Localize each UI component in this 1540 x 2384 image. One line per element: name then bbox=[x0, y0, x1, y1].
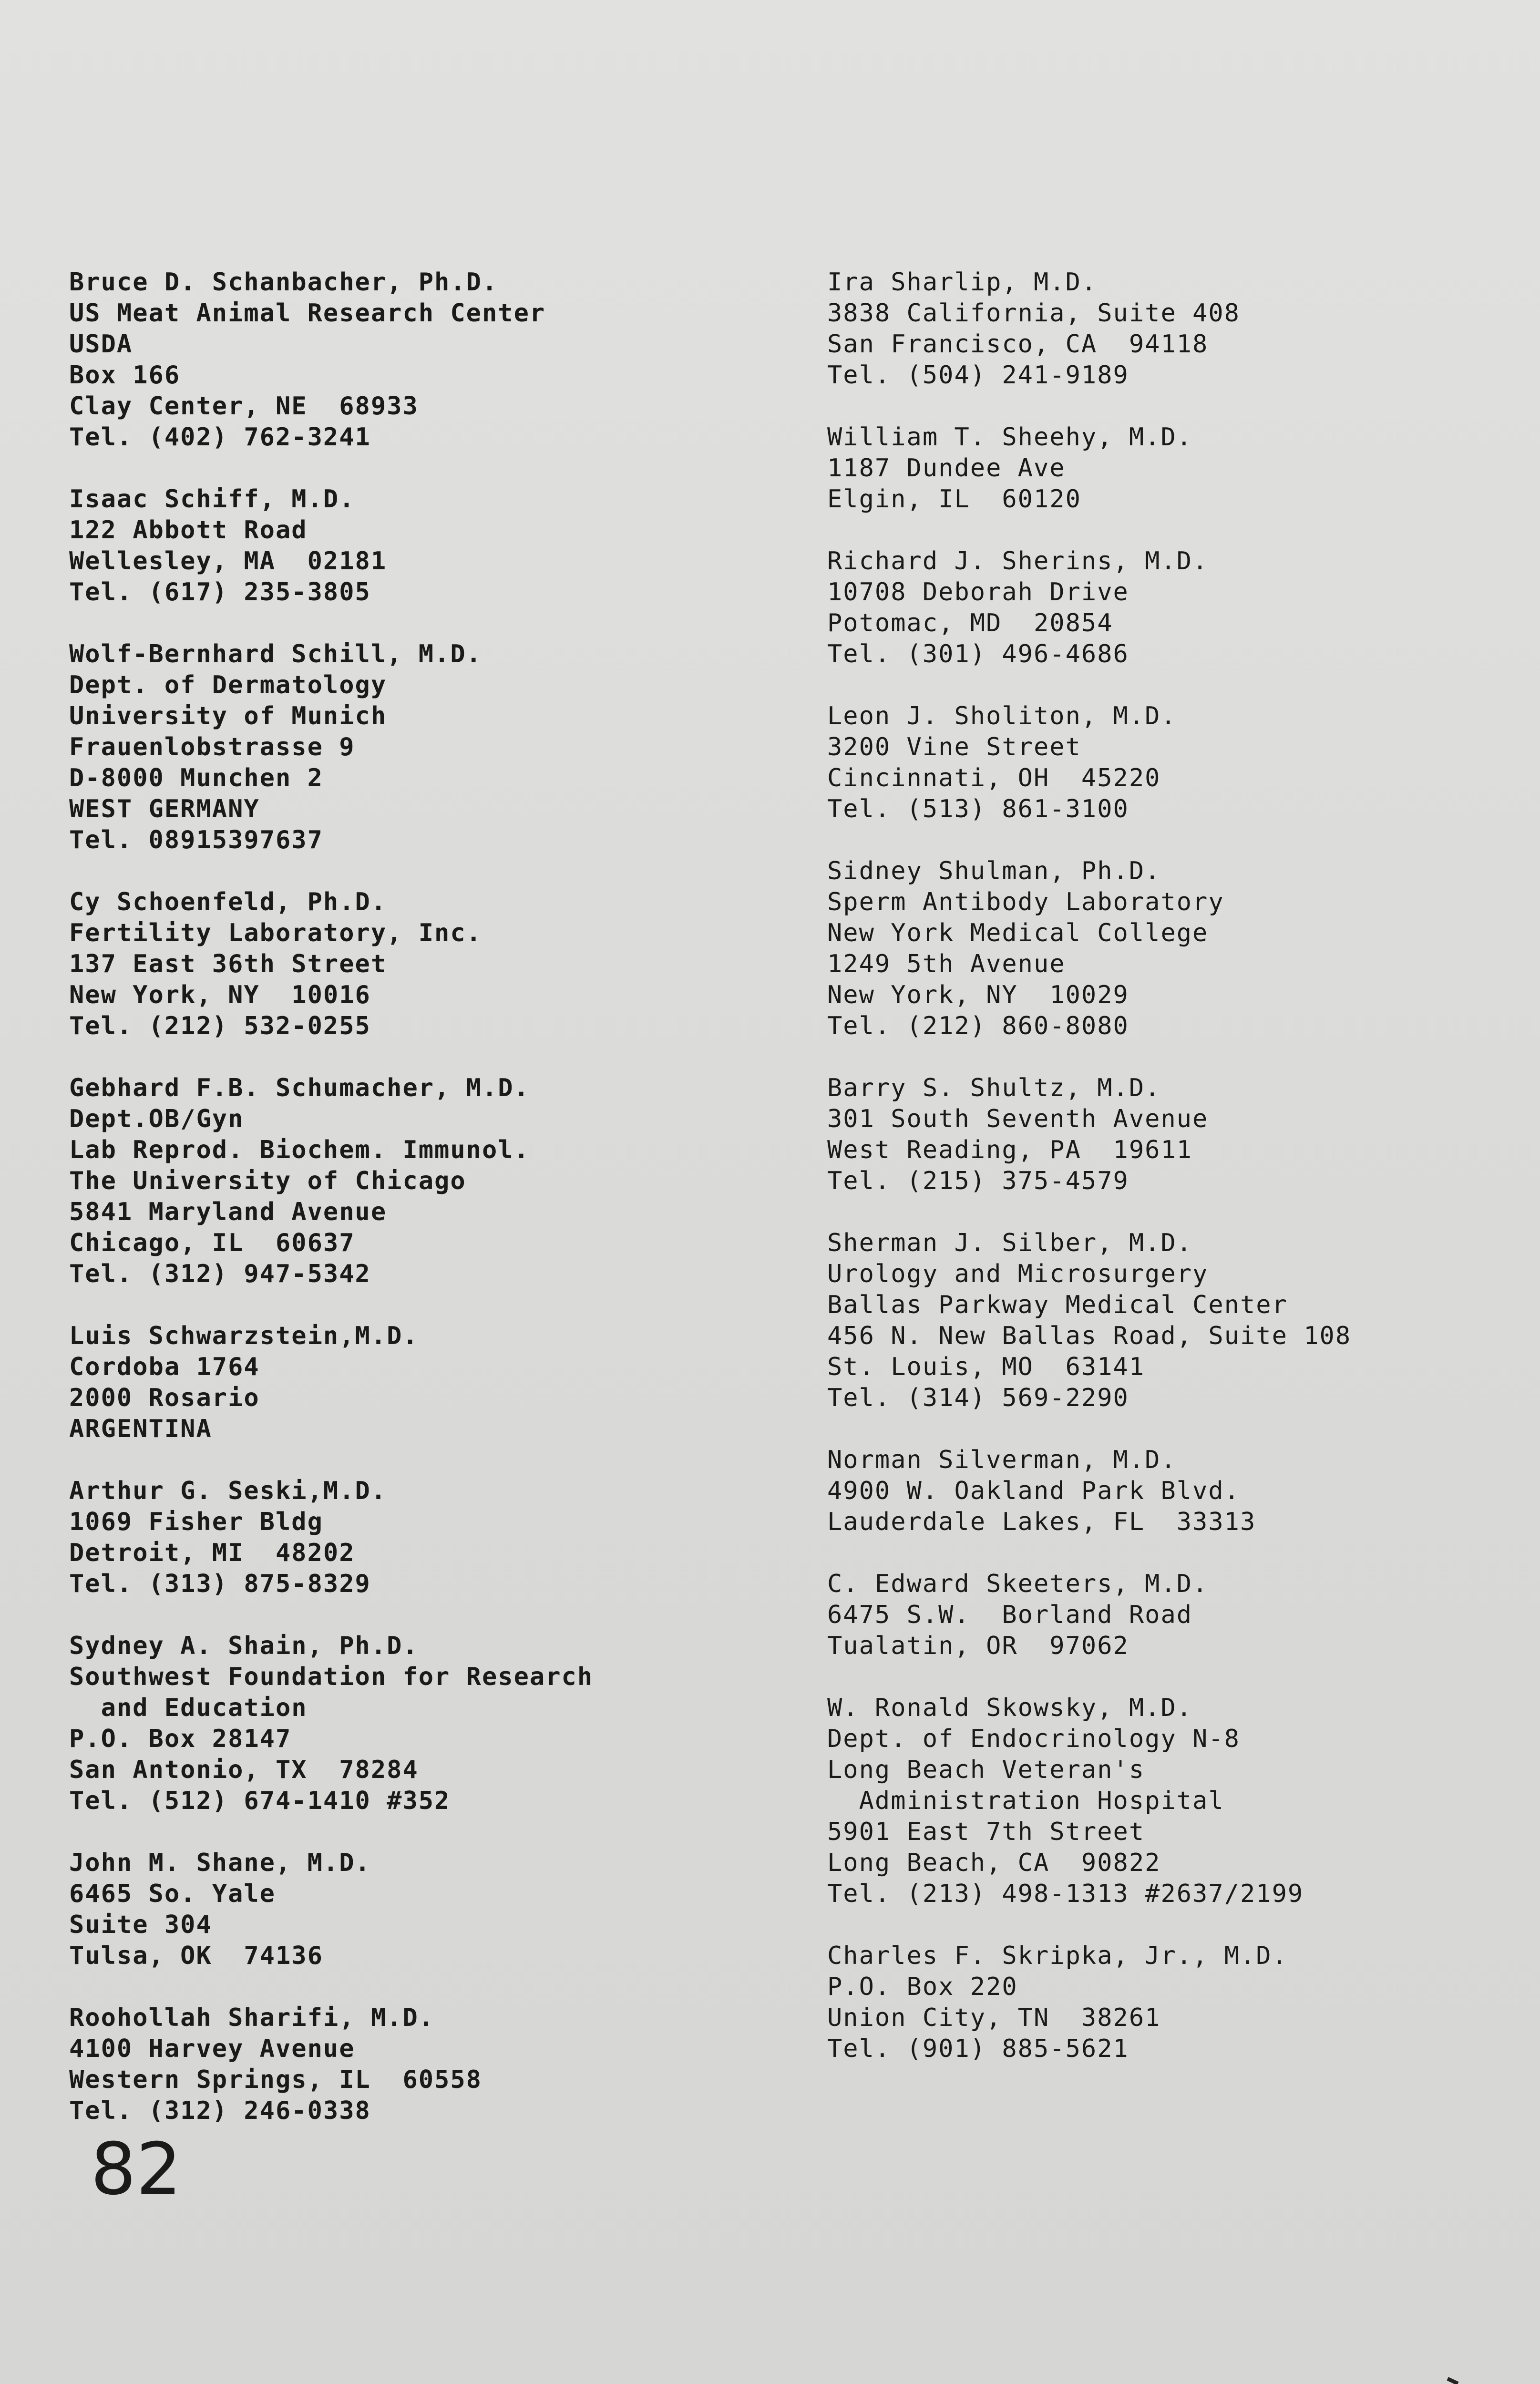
entry-line: Southwest Foundation for Research bbox=[69, 1663, 594, 1691]
entry-line: Tel. (212) 860-8080 bbox=[827, 1012, 1129, 1040]
entry-line: Union City, TN 38261 bbox=[827, 2004, 1161, 2032]
entry-line: P.O. Box 28147 bbox=[69, 1725, 292, 1753]
entry-line: Ira Sharlip, M.D. bbox=[827, 268, 1098, 297]
entry-line: William T. Sheehy, M.D. bbox=[827, 423, 1193, 452]
entry-line: Long Beach, CA 90822 bbox=[827, 1849, 1161, 1877]
entry-line: Tel. (402) 762-3241 bbox=[69, 423, 371, 452]
entry-line: San Antonio, TX 78284 bbox=[69, 1756, 419, 1784]
entry-line: John M. Shane, M.D. bbox=[69, 1849, 371, 1877]
entry-line: Western Springs, IL 60558 bbox=[69, 2065, 482, 2094]
entry-line: Long Beach Veteran's bbox=[827, 1756, 1145, 1784]
entry-line: Chicago, IL 60637 bbox=[69, 1229, 355, 1257]
entry-line: Tel. (213) 498-1313 #2637/2199 bbox=[827, 1880, 1304, 1908]
entry-line: 6465 So. Yale bbox=[69, 1880, 276, 1908]
entry-line: Tel. (314) 569-2290 bbox=[827, 1384, 1129, 1412]
entry-line: Sydney A. Shain, Ph.D. bbox=[69, 1632, 419, 1660]
page-number: 82 bbox=[91, 2128, 182, 2211]
entry-line: Suite 304 bbox=[69, 1911, 212, 1939]
entry-line: Tel. (513) 861-3100 bbox=[827, 795, 1129, 823]
directory-entry bbox=[827, 1569, 1523, 1662]
entry-line: 456 N. New Ballas Road, Suite 108 bbox=[827, 1322, 1352, 1350]
directory-entry bbox=[827, 267, 1523, 391]
entry-line: Urology and Microsurgery bbox=[827, 1260, 1209, 1288]
entry-line: Tulsa, OK 74136 bbox=[69, 1942, 323, 1970]
entry-line: Sidney Shulman, Ph.D. bbox=[827, 857, 1161, 885]
entry-line: Tel. (215) 375-4579 bbox=[827, 1167, 1129, 1195]
entry-line: Tel. (504) 241-9189 bbox=[827, 361, 1129, 390]
right-column bbox=[827, 267, 1523, 2096]
entry-line: Tualatin, OR 97062 bbox=[827, 1632, 1129, 1660]
entry-line: 5841 Maryland Avenue bbox=[69, 1198, 387, 1226]
entry-line: Tel. (301) 496-4686 bbox=[827, 640, 1129, 668]
entry-line: Gebhard F.B. Schumacher, M.D. bbox=[69, 1074, 530, 1102]
directory-entry bbox=[69, 887, 784, 1042]
directory-entry bbox=[69, 1073, 784, 1290]
entry-line: West Reading, PA 19611 bbox=[827, 1136, 1193, 1164]
entry-line: Tel. (901) 885-5621 bbox=[827, 2035, 1129, 2063]
entry-line: Sperm Antibody Laboratory bbox=[827, 888, 1224, 916]
entry-line: 10708 Deborah Drive bbox=[827, 578, 1129, 606]
entry-line: 301 South Seventh Avenue bbox=[827, 1105, 1209, 1133]
entry-line: Isaac Schiff, M.D. bbox=[69, 485, 355, 514]
entry-line: Administration Hospital bbox=[827, 1787, 1224, 1815]
entry-line: St. Louis, MO 63141 bbox=[827, 1353, 1145, 1381]
entry-line: Ballas Parkway Medical Center bbox=[827, 1291, 1288, 1319]
entry-line: Richard J. Sherins, M.D. bbox=[827, 547, 1209, 575]
directory-entry bbox=[827, 701, 1523, 825]
directory-entry bbox=[827, 1073, 1523, 1197]
entry-line: Charles F. Skripka, Jr., M.D. bbox=[827, 1942, 1288, 1970]
entry-line: Tel. 08915397637 bbox=[69, 826, 323, 854]
entry-line: Norman Silverman, M.D. bbox=[827, 1446, 1177, 1474]
entry-line: 3200 Vine Street bbox=[827, 733, 1081, 761]
entry-line: W. Ronald Skowsky, M.D. bbox=[827, 1694, 1193, 1722]
entry-line: 5901 East 7th Street bbox=[827, 1818, 1145, 1846]
entry-line: New York, NY 10016 bbox=[69, 981, 371, 1009]
directory-entry bbox=[69, 267, 784, 453]
directory-entry bbox=[827, 546, 1523, 670]
directory-entry bbox=[827, 856, 1523, 1042]
entry-line: Wellesley, MA 02181 bbox=[69, 547, 387, 575]
entry-line: Clay Center, NE 68933 bbox=[69, 392, 419, 421]
entry-line: Detroit, MI 48202 bbox=[69, 1539, 355, 1567]
entry-line: Cincinnati, OH 45220 bbox=[827, 764, 1161, 792]
entry-line: USDA bbox=[69, 330, 133, 359]
entry-line: New York, NY 10029 bbox=[827, 981, 1129, 1009]
entry-line: Fertility Laboratory, Inc. bbox=[69, 919, 482, 947]
entry-line: The University of Chicago bbox=[69, 1167, 466, 1195]
entry-line: Elgin, IL 60120 bbox=[827, 485, 1081, 514]
entry-line: Dept. of Endocrinology N-8 bbox=[827, 1725, 1240, 1753]
directory-entry bbox=[69, 1631, 784, 1817]
entry-line: 1249 5th Avenue bbox=[827, 950, 1066, 978]
entry-line: Cordoba 1764 bbox=[69, 1353, 260, 1381]
entry-line: Dept.OB/Gyn bbox=[69, 1105, 244, 1133]
entry-line: Cy Schoenfeld, Ph.D. bbox=[69, 888, 387, 916]
entry-line: Roohollah Sharifi, M.D. bbox=[69, 2004, 435, 2032]
entry-line: WEST GERMANY bbox=[69, 795, 260, 823]
entry-line: Luis Schwarzstein,M.D. bbox=[69, 1322, 419, 1350]
directory-entry bbox=[69, 1476, 784, 1600]
directory-entry bbox=[827, 1941, 1523, 2065]
entry-line: Potomac, MD 20854 bbox=[827, 609, 1113, 637]
entry-line: 3838 California, Suite 408 bbox=[827, 299, 1240, 328]
entry-line: 1187 Dundee Ave bbox=[827, 454, 1066, 483]
entry-line: Arthur G. Seski,M.D. bbox=[69, 1477, 387, 1505]
entry-line: Tel. (312) 947-5342 bbox=[69, 1260, 371, 1288]
entry-line: P.O. Box 220 bbox=[827, 1973, 1018, 2001]
entry-line: Dept. of Dermatology bbox=[69, 671, 387, 699]
directory-entry bbox=[69, 1321, 784, 1445]
entry-line: San Francisco, CA 94118 bbox=[827, 330, 1209, 359]
entry-line: 2000 Rosario bbox=[69, 1384, 260, 1412]
directory-entry bbox=[827, 1445, 1523, 1538]
ink-speck bbox=[1447, 2377, 1458, 2384]
left-column bbox=[69, 267, 784, 2158]
directory-entry bbox=[827, 1693, 1523, 1910]
entry-line: Tel. (512) 674-1410 #352 bbox=[69, 1787, 451, 1815]
directory-entry bbox=[69, 484, 784, 608]
entry-line: Frauenlobstrasse 9 bbox=[69, 733, 355, 761]
entry-line: D-8000 Munchen 2 bbox=[69, 764, 323, 792]
entry-line: ARGENTINA bbox=[69, 1415, 212, 1443]
entry-line: Tel. (212) 532-0255 bbox=[69, 1012, 371, 1040]
entry-line: Lauderdale Lakes, FL 33313 bbox=[827, 1508, 1256, 1536]
entry-line: Lab Reprod. Biochem. Immunol. bbox=[69, 1136, 530, 1164]
entry-line: 6475 S.W. Borland Road bbox=[827, 1601, 1193, 1629]
entry-line: 4100 Harvey Avenue bbox=[69, 2035, 355, 2063]
directory-entry bbox=[69, 639, 784, 856]
entry-line: Leon J. Sholiton, M.D. bbox=[827, 702, 1177, 730]
entry-line: Wolf-Bernhard Schill, M.D. bbox=[69, 640, 482, 668]
entry-line: US Meat Animal Research Center bbox=[69, 299, 546, 328]
entry-line: 1069 Fisher Bldg bbox=[69, 1508, 323, 1536]
entry-line: Box 166 bbox=[69, 361, 181, 390]
entry-line: 137 East 36th Street bbox=[69, 950, 387, 978]
entry-line: Tel. (617) 235-3805 bbox=[69, 578, 371, 606]
entry-line: Barry S. Shultz, M.D. bbox=[827, 1074, 1161, 1102]
directory-entry bbox=[827, 1228, 1523, 1414]
entry-line: Tel. (313) 875-8329 bbox=[69, 1570, 371, 1598]
entry-line: 122 Abbott Road bbox=[69, 516, 308, 545]
directory-entry bbox=[827, 422, 1523, 515]
entry-line: Bruce D. Schanbacher, Ph.D. bbox=[69, 268, 498, 297]
entry-line: C. Edward Skeeters, M.D. bbox=[827, 1570, 1209, 1598]
entry-line: University of Munich bbox=[69, 702, 387, 730]
entry-line: and Education bbox=[69, 1694, 308, 1722]
entry-line: 4900 W. Oakland Park Blvd. bbox=[827, 1477, 1240, 1505]
entry-line: Tel. (312) 246-0338 bbox=[69, 2096, 371, 2125]
directory-entry bbox=[69, 1848, 784, 1972]
entry-line: New York Medical College bbox=[827, 919, 1209, 947]
entry-line: Sherman J. Silber, M.D. bbox=[827, 1229, 1193, 1257]
directory-entry bbox=[69, 2003, 784, 2127]
